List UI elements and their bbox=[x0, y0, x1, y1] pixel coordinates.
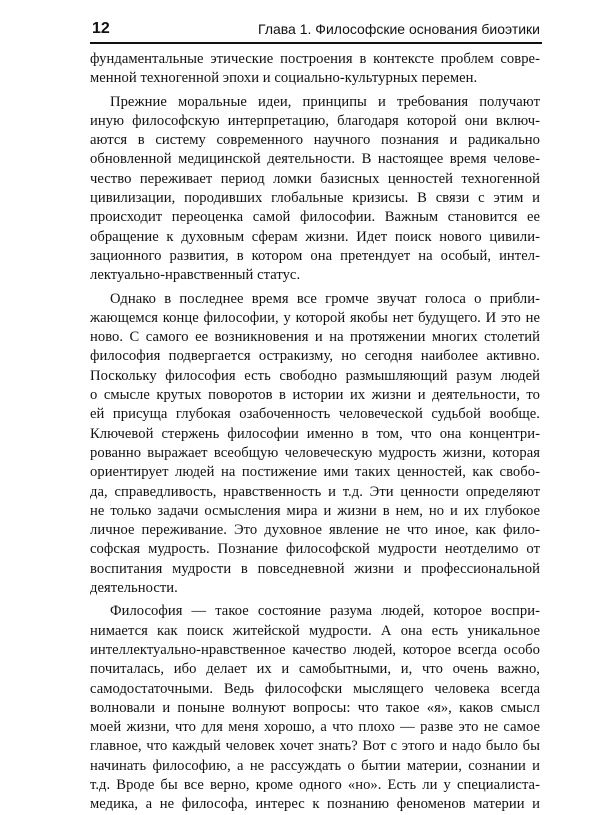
text-line: ново. С самого ее возникновения и на протяжении многих столетий bbox=[90, 329, 540, 346]
chapter-title: Глава 1. Философские основания биоэтики bbox=[258, 21, 540, 37]
text-line: фундаментальные этические построения в контексте проблем совре- bbox=[90, 51, 540, 67]
paragraph bbox=[90, 602, 540, 814]
text-line: зационного развития, в котором она претендует на особый, интел- bbox=[90, 247, 540, 264]
text-line: ориентирует людей на постижение ими таких ценностей, как свобо- bbox=[90, 464, 540, 481]
text-line: личное переживание. Это духовное явление не что иное, как фило- bbox=[90, 522, 540, 539]
body-text bbox=[90, 50, 540, 815]
text-line: т.д. Вроде бы все верно, кроме одного «но». Есть ли у специалиста- bbox=[90, 776, 540, 793]
text-line: нимается как поиск житейской мудрости. А она есть уникальное bbox=[90, 622, 540, 639]
text-line: аются в систему современного научного познания и радикально bbox=[90, 132, 540, 149]
paragraph bbox=[90, 93, 540, 286]
text-line: жающемся конце философии, у которой якобы нет будущего. И это не bbox=[90, 309, 540, 326]
text-line: софская мудрость. Познание философской мудрости неотделимо от bbox=[90, 541, 540, 558]
text-line: моей жизни, что для меня хорошо, а что плохо — разве это не самое bbox=[90, 719, 540, 736]
text-line: менной техногенной эпохи и социально-культурных перемен. bbox=[90, 70, 478, 87]
text-line: самодостаточными. Ведь философски мыслящего человека всегда bbox=[90, 680, 540, 697]
text-line: лектуально-нравственный статус. bbox=[90, 267, 301, 284]
text-line: цивилизации, породивших глобальные кризисы. В связи с этим и bbox=[90, 190, 540, 207]
paragraph bbox=[90, 50, 540, 89]
paragraph bbox=[90, 290, 540, 599]
text-line: почиталась, ибо делает их и самобытными, и, что очень важно, bbox=[90, 661, 540, 678]
text-line: медика, а не философа, интерес к познанию феноменов материи и bbox=[90, 796, 540, 813]
text-line: да, справедливость, нравственность и т.д. Эти ценности определяют bbox=[90, 483, 540, 500]
text-line: обращение к духовным сферам жизни. Идет поиск нового цивили- bbox=[90, 228, 540, 245]
text-line: волновали и поныне волнуют вопросы: что такое «я», каков смысл bbox=[90, 699, 540, 716]
text-line: происходит переоценка самой философии. Важным становится ее bbox=[90, 209, 540, 226]
text-line: воспитания мудрости в повседневной жизни и профессиональной bbox=[90, 560, 540, 577]
text-line: начинать философию, а не рассуждать о бытии материи, сознании и bbox=[90, 757, 540, 774]
text-line: Ключевой стержень философии именно в том, что она концентри- bbox=[90, 425, 540, 442]
text-line: Поскольку философия есть свободно размышляющий разум людей bbox=[90, 367, 540, 384]
text-line: философия подвергается остракизму, но сегодня наиболее активно. bbox=[90, 348, 540, 365]
text-line: чество переживает период ломки базисных ценностей техногенной bbox=[90, 170, 540, 187]
text-line: деятельности. bbox=[90, 580, 178, 597]
text-line: рованно выражает всеобщую человеческую мудрость жизни, которая bbox=[90, 444, 540, 461]
page-number: 12 bbox=[92, 20, 110, 37]
text-line: о смысле крутых поворотов в истории их жизни и деятельности, то bbox=[90, 387, 540, 404]
text-line: Однако в последнее время все громче звучат голоса о прибли- bbox=[110, 290, 540, 307]
text-line: интеллектуально-нравственное качество людей, которое всегда особо bbox=[90, 641, 540, 658]
text-line: обновленной медицинской деятельности. В настоящее время челове- bbox=[90, 151, 540, 168]
page-header bbox=[90, 20, 542, 44]
text-line: Прежние моральные идеи, принципы и требования получают bbox=[110, 93, 540, 110]
text-line: Философия — такое состояние разума людей, которое воспри- bbox=[110, 603, 540, 620]
text-line: ей присуща глубокая озабоченность человеческой судьбой вообще. bbox=[90, 406, 540, 423]
text-line: главное, что каждый человек хочет знать? Вот с этого и надо было бы bbox=[90, 738, 540, 755]
text-line: иную философскую интерпретацию, благодаря которой они включ- bbox=[90, 112, 540, 129]
text-line: не только задачи осмысления мира и жизни в нем, но и их глубокое bbox=[90, 502, 540, 519]
